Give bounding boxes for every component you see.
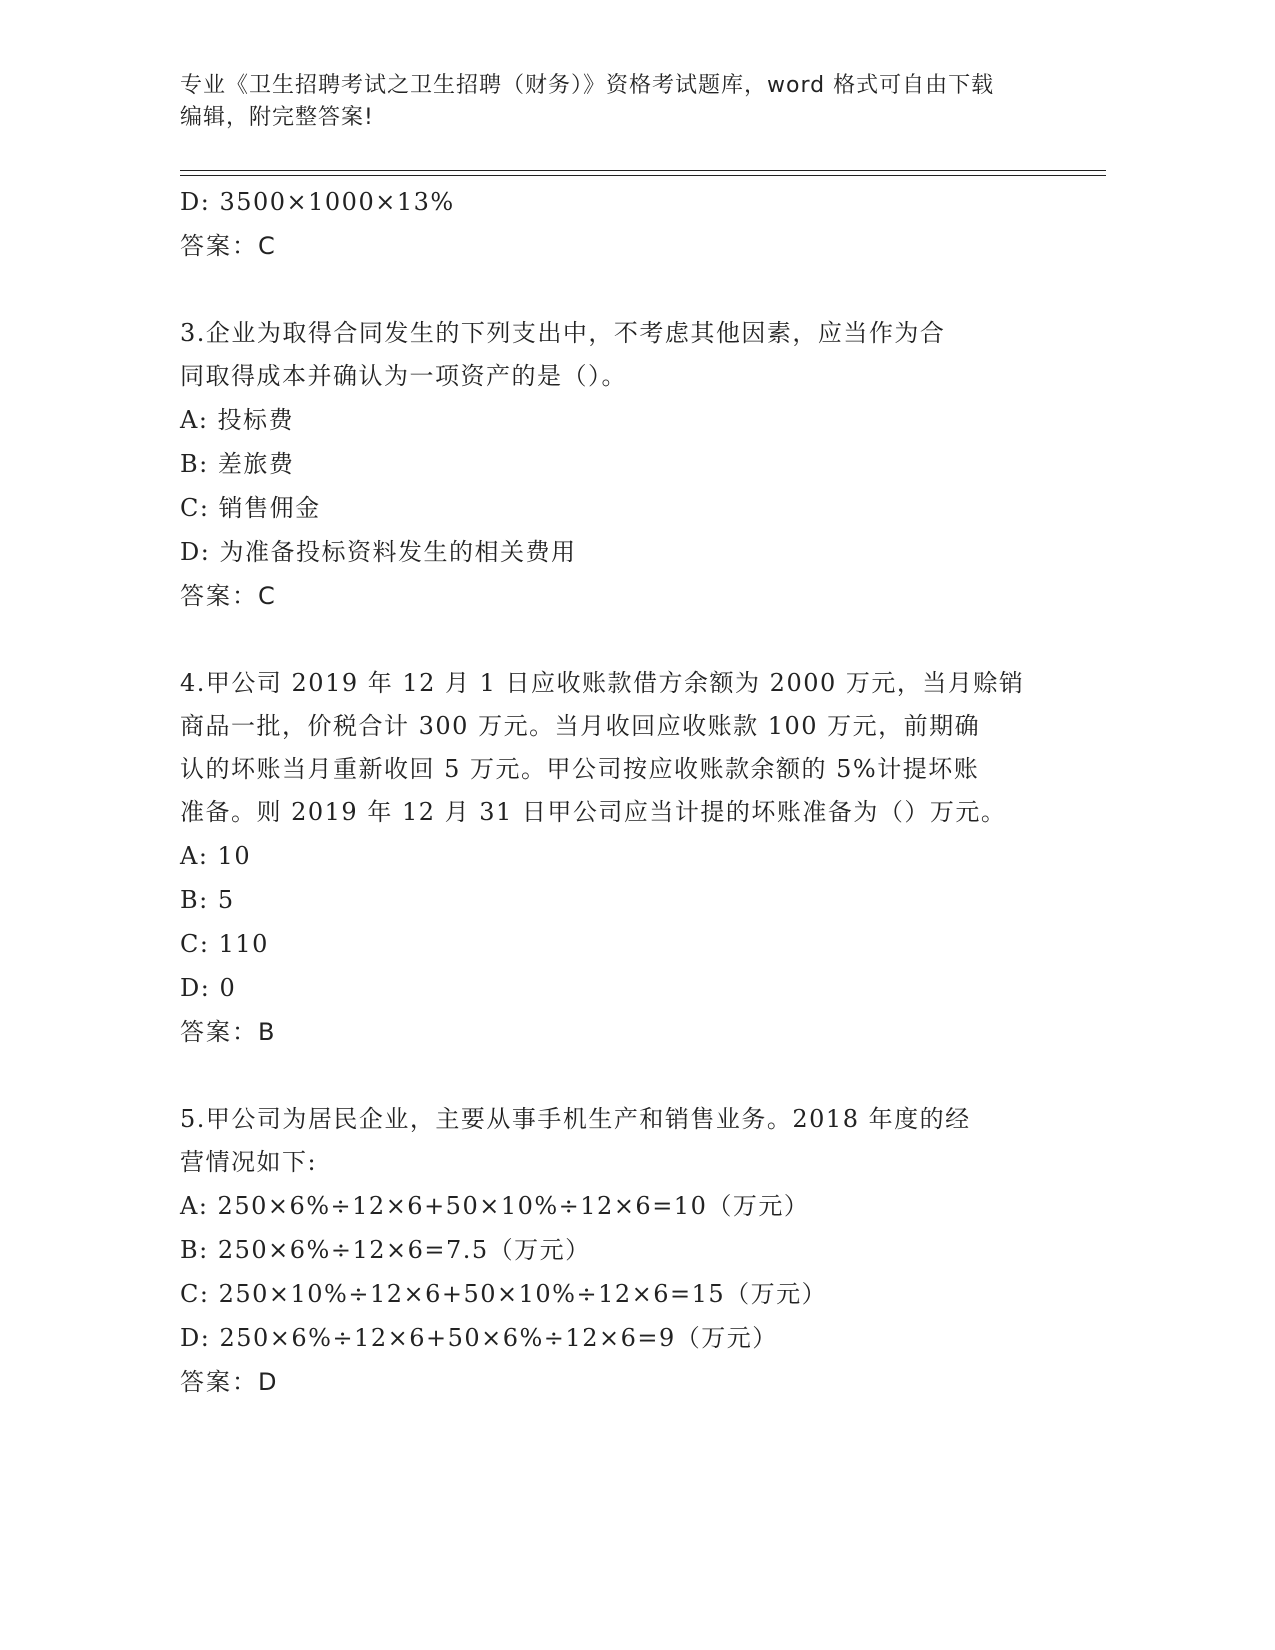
q5-answer: 答案：D — [180, 1368, 279, 1396]
question-3 — [180, 312, 1060, 618]
document-body — [180, 180, 1060, 1404]
question-2-tail — [180, 180, 1060, 268]
q5-option-c: C: 250×10%÷12×6+50×10%÷12×6=15（万元） — [180, 1280, 828, 1308]
q3-option-a: A: 投标费 — [180, 406, 295, 434]
header-divider-top — [180, 170, 1106, 171]
q4-stem-line-1: 4.甲公司 2019 年 12 月 1 日应收账款借方余额为 2000 万元，当月赊销 — [180, 669, 1025, 697]
header-line-2: 编辑，附完整答案! — [180, 105, 374, 130]
q4-stem-line-2: 商品一批，价税合计 300 万元。当月收回应收账款 100 万元，前期确 — [180, 712, 981, 740]
spacer — [180, 1054, 1060, 1098]
q5-stem-line-2: 营情况如下: — [180, 1148, 318, 1176]
q5-stem-line-1: 5.甲公司为居民企业，主要从事手机生产和销售业务。2018 年度的经 — [180, 1105, 971, 1133]
q3-option-b: B: 差旅费 — [180, 450, 295, 478]
q5-option-a: A: 250×6%÷12×6+50×10%÷12×6=10（万元） — [180, 1192, 810, 1220]
q4-stem-line-3: 认的坏账当月重新收回 5 万元。甲公司按应收账款余额的 5%计提坏账 — [180, 755, 980, 783]
header-divider-bottom — [180, 175, 1106, 176]
q2-answer: 答案：C — [180, 232, 277, 260]
q3-option-d: D: 为准备投标资料发生的相关费用 — [180, 538, 577, 566]
q5-option-b: B: 250×6%÷12×6=7.5（万元） — [180, 1236, 591, 1264]
q3-option-c: C: 销售佣金 — [180, 494, 321, 522]
q4-option-d: D: 0 — [180, 974, 237, 1002]
document-header — [180, 70, 1060, 134]
q3-stem-line-2: 同取得成本并确认为一项资产的是（）。 — [180, 362, 627, 390]
q4-option-c: C: 110 — [180, 930, 269, 958]
q4-option-b: B: 5 — [180, 886, 235, 914]
q3-answer: 答案：C — [180, 582, 277, 610]
q4-answer: 答案：B — [180, 1018, 277, 1046]
header-line-1: 专业《卫生招聘考试之卫生招聘（财务）》资格考试题库，word 格式可自由下载 — [180, 73, 995, 98]
question-4 — [180, 662, 1060, 1054]
q4-option-a: A: 10 — [180, 842, 252, 870]
spacer — [180, 618, 1060, 662]
q2-option-d: D: 3500×1000×13% — [180, 188, 455, 216]
spacer — [180, 268, 1060, 312]
q4-stem-line-4: 准备。则 2019 年 12 月 31 日甲公司应当计提的坏账准备为（）万元。 — [180, 798, 1007, 826]
q3-stem-line-1: 3.企业为取得合同发生的下列支出中，不考虑其他因素，应当作为合 — [180, 319, 946, 347]
q5-option-d: D: 250×6%÷12×6+50×6%÷12×6=9（万元） — [180, 1324, 778, 1352]
question-5 — [180, 1098, 1060, 1404]
